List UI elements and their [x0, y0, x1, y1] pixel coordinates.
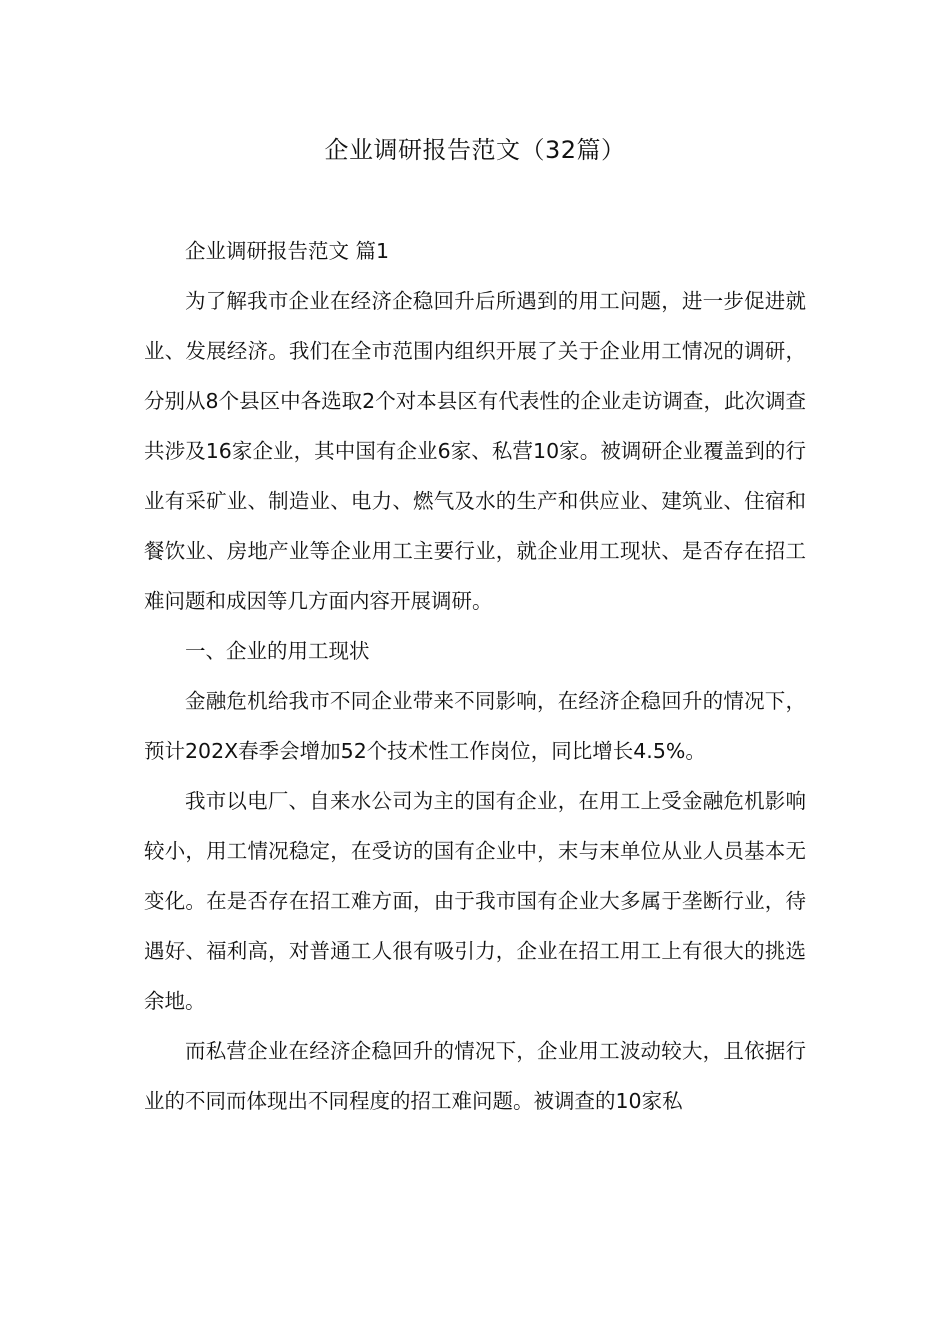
paragraph: 金融危机给我市不同企业带来不同影响，在经济企稳回升的情况下，预计202X春季会增加52个技术性工作岗位，同比增长4.5%。 [144, 689, 806, 763]
paragraph: 为了解我市企业在经济企稳回升后所遇到的用工问题，进一步促进就业、发展经济。我们在全市范围内组织开展了关于企业用工情况的调研，分别从8个县区中各选取2个对本县区有代表性的企业走访调查，此次调查共涉及16家企业，其中国有企业6家、私营10家。被调研企业覆盖到的行业有采矿业、制造业、电力、燃气及水的生产和供应业、建筑业、住宿和餐饮业、房地产业等企业用工主要行业，就企业用工现状、是否存在招工难问题和成因等几方面内容开展调研。 [144, 289, 806, 613]
paragraph: 我市以电厂、自来水公司为主的国有企业，在用工上受金融危机影响较小，用工情况稳定，在受访的国有企业中，末与末单位从业人员基本无变化。在是否存在招工难方面，由于我市国有企业大多属于垄断行业，待遇好、福利高，对普通工人很有吸引力，企业在招工用工上有很大的挑选余地。 [144, 789, 806, 1013]
document-body [144, 226, 806, 1126]
subsection-heading: 一、企业的用工现状 [185, 639, 370, 663]
paragraph: 而私营企业在经济企稳回升的情况下，企业用工波动较大，且依据行业的不同而体现出不同程度的招工难问题。被调查的10家私 [144, 1039, 806, 1113]
section-heading: 企业调研报告范文 篇1 [185, 239, 390, 263]
document-title: 企业调研报告范文（32篇） [324, 136, 626, 164]
